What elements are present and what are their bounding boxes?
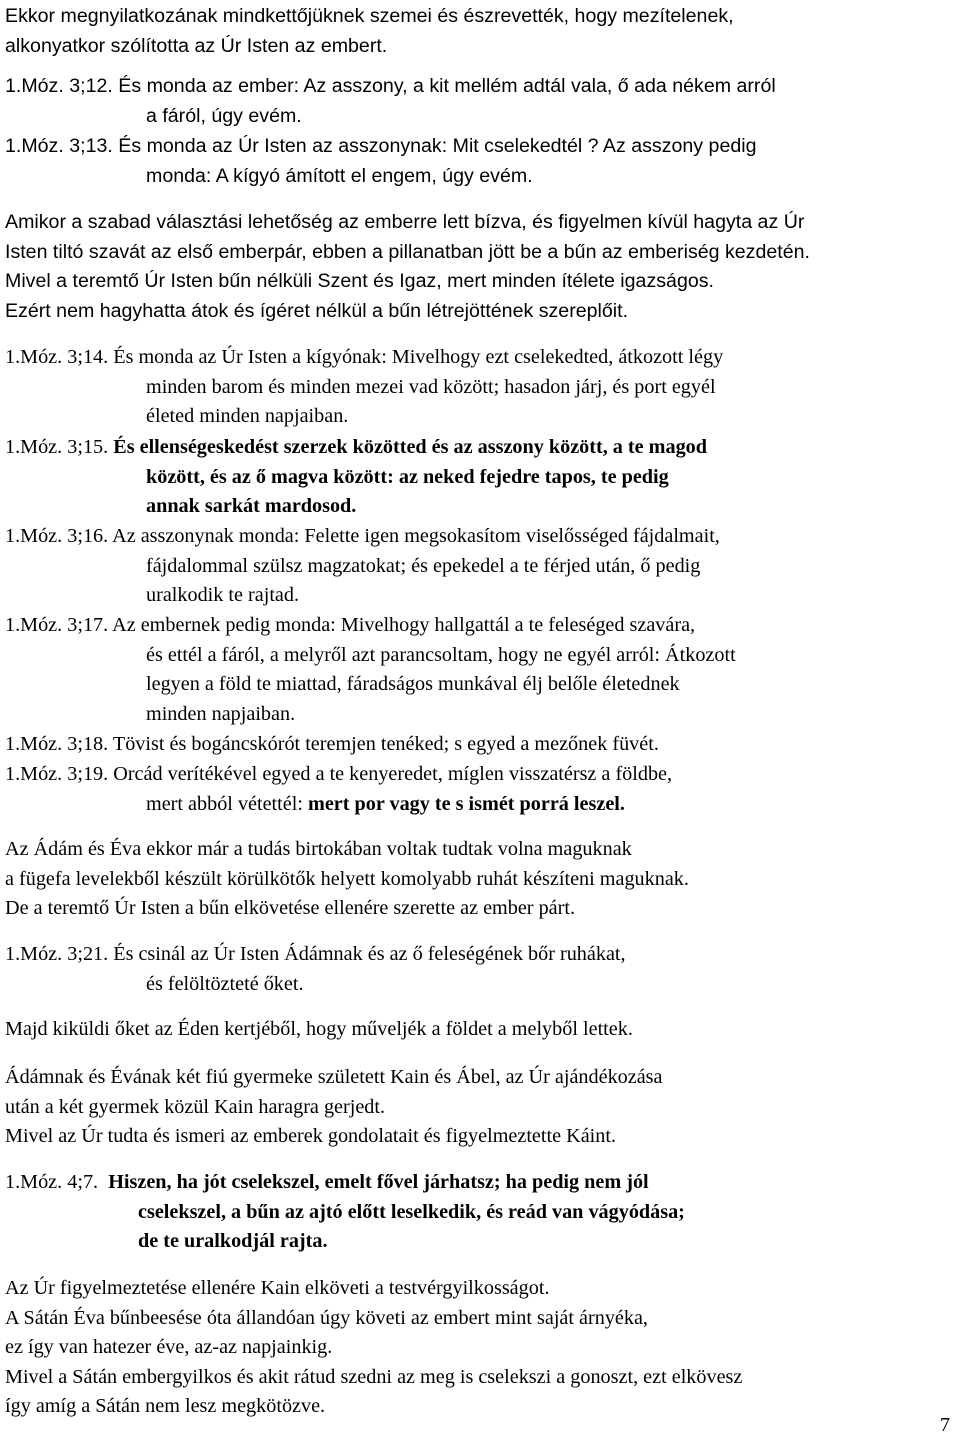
text-line: Az Úr figyelmeztetése ellenére Kain elköveti a testvérgyilkosságot. bbox=[5, 1277, 550, 1299]
verse-text: minden barom és minden mezei vad között; hasadon járj, és port egyél bbox=[146, 375, 716, 398]
text-line: De a teremtő Úr Isten a bűn elkövetése ellenére szerette az ember párt. bbox=[5, 897, 576, 920]
verse-text: És monda az Úr Isten az asszonynak: Mit cselekedtél ? Az asszony pedig bbox=[118, 135, 757, 157]
verse-3-21 bbox=[5, 940, 952, 999]
text-line: a fügefa levelekből készült körülkötők helyett komolyabb ruhát készíteni maguknak. bbox=[5, 867, 689, 890]
verse-text: legyen a föld te miattad, fáradságos munkával élj belőle életednek bbox=[146, 673, 680, 696]
text-line: Amikor a szabad választási lehetőség az emberre lett bízva, és figyelmen kívül hagyta az Úr bbox=[5, 211, 805, 233]
verse-text: és felöltözteté őket. bbox=[146, 972, 304, 995]
verse-text: és ettél a fáról, a melyről azt parancsoltam, hogy ne egyél arról: Átkozott bbox=[146, 643, 736, 666]
text-line: Mivel az Úr tudta és ismeri az emberek gondolatait és figyelmeztette Káint. bbox=[5, 1125, 617, 1148]
commentary-paragraph bbox=[5, 1274, 952, 1422]
verse-text: életed minden napjaiban. bbox=[146, 405, 349, 428]
page-number: 7 bbox=[940, 1414, 950, 1436]
verse-ref: 1.Móz. 3;16. bbox=[5, 525, 109, 547]
commentary-paragraph bbox=[5, 208, 952, 326]
text-line: után a két gyermek közül Kain haragra gerjedt. bbox=[5, 1095, 386, 1118]
text-line: Mivel a teremtő Úr Isten bűn nélküli Szent és Igaz, mert minden ítélete igazságos. bbox=[5, 270, 714, 293]
verse-text: mert abból vétettél: bbox=[146, 792, 309, 815]
verse-text: fájdalommal szülsz magzatokat; és epekedel a te férjed után, ő pedig bbox=[146, 554, 701, 577]
text-line: ez így van hatezer éve, az-az napjainkig. bbox=[5, 1336, 333, 1359]
verse-ref: 1.Móz. 3;17. bbox=[5, 614, 109, 636]
verse-text: Tövist és bogáncskórót teremjen tenéked; s egyed a mezőnek füvét. bbox=[112, 733, 659, 755]
verse-3-12 bbox=[5, 72, 952, 131]
verse-text-line bbox=[5, 790, 952, 820]
text-line: Az Ádám és Éva ekkor már a tudás birtokában voltak tudtak volna maguknak bbox=[5, 838, 632, 860]
verse-ref: 1.Móz. 3;14. bbox=[5, 346, 109, 368]
text-line: Mivel a Sátán embergyilkos és akit rátud szedni az meg is cselekszi a gonoszt, ezt elkövesz bbox=[5, 1365, 743, 1388]
verse-3-17 bbox=[5, 611, 952, 729]
verse-ref: 1.Móz. 3;12. bbox=[5, 75, 113, 97]
verse-text-bold: cselekszel, a bűn az ajtó előtt leselkedik, és reád van vágyódása; bbox=[138, 1200, 685, 1223]
verse-3-18 bbox=[5, 730, 952, 760]
verse-ref: 1.Móz. 4;7. bbox=[5, 1171, 99, 1193]
verse-text: uralkodik te rajtad. bbox=[146, 584, 300, 607]
verse-text-bold: de te uralkodjál rajta. bbox=[138, 1230, 328, 1253]
verse-text: És monda az ember: Az asszony, a kit mellém adtál vala, ő ada nékem arról bbox=[118, 75, 776, 97]
text-line: Ekkor megnyilatkozának mindkettőjüknek szemei és észrevették, hogy mezítelenek, bbox=[5, 5, 734, 27]
verse-text: Az asszonynak monda: Felette igen megsokasítom viselősséged fájdalmait, bbox=[112, 525, 720, 547]
verse-text-bold: annak sarkát mardosod. bbox=[146, 495, 357, 518]
verse-3-15 bbox=[5, 433, 952, 522]
verse-text: minden napjaiban. bbox=[146, 702, 296, 725]
intro-paragraph bbox=[5, 2, 952, 61]
verse-text-bold: mert por vagy te s ismét porrá leszel. bbox=[308, 792, 625, 815]
verse-3-16 bbox=[5, 522, 952, 611]
verse-text: Orcád verítékével egyed a te kenyeredet, míglen visszatérsz a földbe, bbox=[113, 763, 673, 785]
verse-text: monda: A kígyó ámított el engem, úgy evém. bbox=[146, 164, 533, 187]
commentary-paragraph bbox=[5, 1063, 952, 1152]
verse-text-bold: között, és az ő magva között: az neked fejedre tapos, te pedig bbox=[146, 465, 669, 488]
verse-3-14 bbox=[5, 343, 952, 432]
verse-3-19 bbox=[5, 760, 952, 819]
text-line: Majd kiküldi őket az Éden kertjéből, hogy műveljék a földet a melyből lettek. bbox=[5, 1018, 633, 1040]
verse-text-bold: És ellenségeskedést szerzek közötted és az asszony között, a te magod bbox=[113, 436, 707, 458]
verse-text: És csinál az Úr Isten Ádámnak és az ő feleségének bőr ruhákat, bbox=[113, 943, 626, 965]
text-line: így amíg a Sátán nem lesz megkötözve. bbox=[5, 1395, 326, 1418]
commentary-paragraph bbox=[5, 835, 952, 924]
verse-ref: 1.Móz. 3;21. bbox=[5, 943, 109, 965]
verse-text: a fáról, úgy evém. bbox=[146, 104, 302, 127]
verse-ref: 1.Móz. 3;19. bbox=[5, 763, 109, 785]
text-line: Ezért nem hagyhatta átok és ígéret nélkül a bűn létrejöttének szereplőit. bbox=[5, 299, 629, 322]
text-line: alkonyatkor szólította az Úr Isten az embert. bbox=[5, 34, 388, 57]
text-line: Ádámnak és Évának két fiú gyermeke született Kain és Ábel, az Úr ajándékozása bbox=[5, 1066, 663, 1088]
verse-3-13 bbox=[5, 132, 952, 191]
verse-text: És monda az Úr Isten a kígyónak: Mivelhogy ezt cselekedted, átkozott légy bbox=[113, 346, 724, 368]
verse-4-7 bbox=[5, 1168, 952, 1257]
text-line: Isten tiltó szavát az első emberpár, ebben a pillanatban jött be a bűn az emberiség kezdetén. bbox=[5, 240, 810, 263]
verse-ref: 1.Móz. 3;13. bbox=[5, 135, 113, 157]
verse-ref: 1.Móz. 3;15. bbox=[5, 436, 109, 458]
commentary-paragraph bbox=[5, 1015, 952, 1045]
verse-text-bold: Hiszen, ha jót cselekszel, emelt fővel járhatsz; ha pedig nem jól bbox=[108, 1171, 649, 1193]
verse-ref: 1.Móz. 3;18. bbox=[5, 733, 109, 755]
verse-text: Az embernek pedig monda: Mivelhogy hallgattál a te feleséged szavára, bbox=[112, 614, 696, 636]
text-line: A Sátán Éva bűnbeesése óta állandóan úgy követi az embert mint saját árnyéka, bbox=[5, 1306, 648, 1329]
